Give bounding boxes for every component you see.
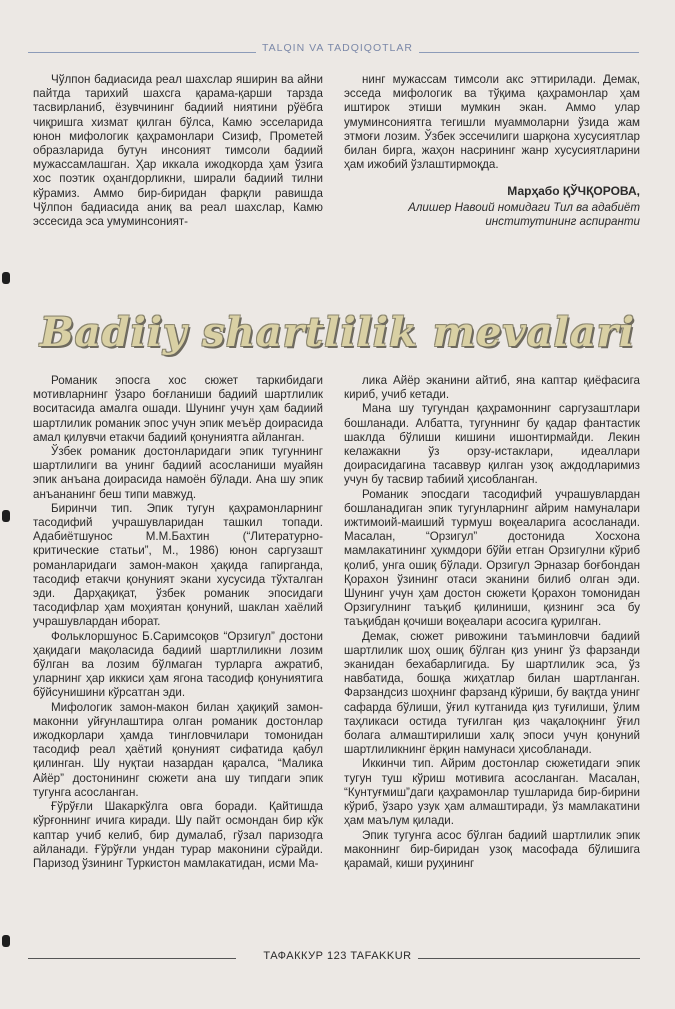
paragraph: Фольклоршунос Б.Саримсоқов “Орзигул” достони ҳақидаги мақоласида бадиий шартлиликни лозим бўлган ва лозим бўлмаган турларга ажратиб, уларнинг ҳар иккиси ҳам ягона тасодиф қонуниятига бўйсунишини кўрсатган эди. [33,629,323,700]
running-header: TALQIN VA TADQIQOTLAR [0,42,675,54]
left-column [33,374,323,871]
paragraph: Мана шу тугундан қаҳрамоннинг саргузаштлари бошланади. Албатта, тугуннинг бу қадар фантастик шаклда бўлиши кишини ишонтирмайди. Лекин келажакни ўз орзу-истаклари, идеаллари доирасидагина тасаввур қилган узоқ аждодларимиз учун бу тасвир табиий ҳисобланган. [344,402,640,487]
paragraph: нинг мужассам тимсоли акс эттирилади. Демак, эсседа мифологик ва тўқима қаҳрамонлар ҳам иштирок этиши мумкин экан. Аммо улар умуминсониятга тегишли муаммоларни ўзида жам этмоғи лозим. Ўзбек эссечилиги шарқона хусусиятлар билан бирга, жаҳон насрининг жанр хусусиятларини ҳам ижобий ўзлаштирмоқда. [344,73,640,172]
article-title: Badiiy shartlilik mevalari [39,309,636,356]
right-column [344,374,640,871]
paragraph: Иккинчи тип. Айрим достонлар сюжетидаги эпик тугун туш кўриш мотивига асосланган. Масалан, “Кунтуғмиш”даги қаҳрамонлар тушларида бир-бирини кўриб, ўзаро узук ҳам алмаштиради, ўз мамлакатини ҳам маълум қилади. [344,757,640,828]
author-affiliation: Алишер Навоий номидаги Тил ва адабиёт институтининг аспиранти [408,200,640,228]
top-right-column [344,73,640,229]
binding-hole [2,935,10,947]
paragraph: Романик эпосдаги тасодифий учрашувлардан бошланадиган эпик тугунларнинг айрим намуналари ижтимоий-маиший турмуш воқеаларига асосланади. Масалан, “Орзигул” достонида Хосхона мамлакатининг ҳукмдори бўйи етган Орзигулни кўриб қолиб, унга ошиқ бўлади. Орзигул Эрназар боғбондан Қорахон ўзининг отаси эканини билиб олган эди. Шунинг учун ҳам достон сюжети Қорахон томонидан Орзигулнинг таъқиб қилиниши, қизнинг эса бу таъқибдан қочиши воқеалари асосига қурилган. [344,487,640,629]
author-name: Марҳабо ҚЎЧҚОРОВА, [507,184,640,199]
paragraph: Ўзбек романик достонларидаги эпик тугуннинг шартлилиги ва унинг бадиий асосланиши муайян эпик анъана доирасида намоён бўлади. Ана шу эпик анъананинг беш типи мавжуд. [33,445,323,501]
paragraph: Романик эпосга хос сюжет таркибидаги мотивларнинг ўзаро боғланиши бадиий шартлилик воситасида амалга ошади. Шунинг учун ҳам бадиий шартлилик романик эпос учун эпик меъёр доирасида амал қилувчи етакчи бадиий қонуниятга айланган. [33,374,323,444]
top-left-column [33,73,323,229]
paragraph: Демак, сюжет ривожини таъминловчи бадиий шартлилик шоҳ ошиқ бўлган қиз унинг ўз фарзанди эканидан бехабарлигида. Бу шартлилик эса, ўз навбатида, бошқа жиҳатлар билан шартланган. Фарзандсиз шоҳнинг фарзанд кўриши, бу вақтда унинг сафарда бўлиши, ўғил кутганида қиз туғилиши, ўлим таҳликаси остида туғилган қиз чақалоқнинг ўғил болага алмаштирилиши халқ эпоси учун қонуний шартлиликнинг ёрқин намунаси ҳисобланади. [344,629,640,757]
paragraph: Эпик тугунга асос бўлган бадиий шартлилик эпик маконнинг бир-биридан узоқ масофада бўлишига қарамай, киши руҳининг [344,828,640,870]
paragraph: Биринчи тип. Эпик тугун қаҳрамонларнинг тасодифий учрашувларидан ташкил топади. Адабиётшунос М.М.Бахтин (“Литературно-критические статьи”, М., 1986) юнон саргузашт романларидаги замон-макон ҳақида гапирганда, тасодиф етакчи қонуният экани хусусида тўхталган эди. Дарҳақиқат, ўзбек романик эпосидаги тасодифлар ҳам моҳиятан қонуний, шаклан хаёлий учрашувлардан иборат. [33,501,323,629]
paragraph: Ғўрўғли Шакаркўлга овга боради. Қайтишда кўрғоннинг ичига киради. Шу пайт осмондан бир кўк каптар учиб келиб, бир думалаб, гўзал паризодга айланади. Ғўрўғли ундан турар маконини сўрайди. Паризод ўзининг Туркистон мамлакатидан, исми Ма- [33,800,323,870]
binding-hole [2,272,10,284]
binding-hole [2,510,10,522]
page-footer: ТАФАККУР 123 TAFAKKUR [263,950,412,962]
paragraph: лика Айёр эканини айтиб, яна каптар қиёфасига кириб, учиб кетади. [344,374,640,402]
paragraph: Мифологик замон-макон билан ҳақиқий замон-маконни уйғунлаштира олган романик достонлар ижодкорлари ҳамда тингловчилари томонидан тасодиф реал ҳаётий қонуният сифатида қабул қилинган. Шу нуқтаи назардан қаралса, “Малика Айёр” достонининг сюжети ана шу типдаги эпик тугунга асосланган. [33,700,323,799]
paragraph: Чўлпон бадиасида реал шахслар яширин ва айни пайтда тарихий шахсга қарама-қарши тарзда тасвирланиб, ёзувчининг бадиий ниятини рўёбга чиқришга хизмат қилган бўлса, Камю эсселарида юнон мифологик қаҳрамонлари Сизиф, Прометей образларида бутун инсоният тимсоли бадиий мужассамлашган. Ҳар иккала ижодкорда ҳам ўзига хос поэтик оҳангдорликни, ширали бадиий тилни кўрамиз. Аммо бир-биридан фарқли равишда Чўлпон бадиасида аниқ ва реал шахслар, Камю эссесида эса умуминсоният- [33,73,323,229]
